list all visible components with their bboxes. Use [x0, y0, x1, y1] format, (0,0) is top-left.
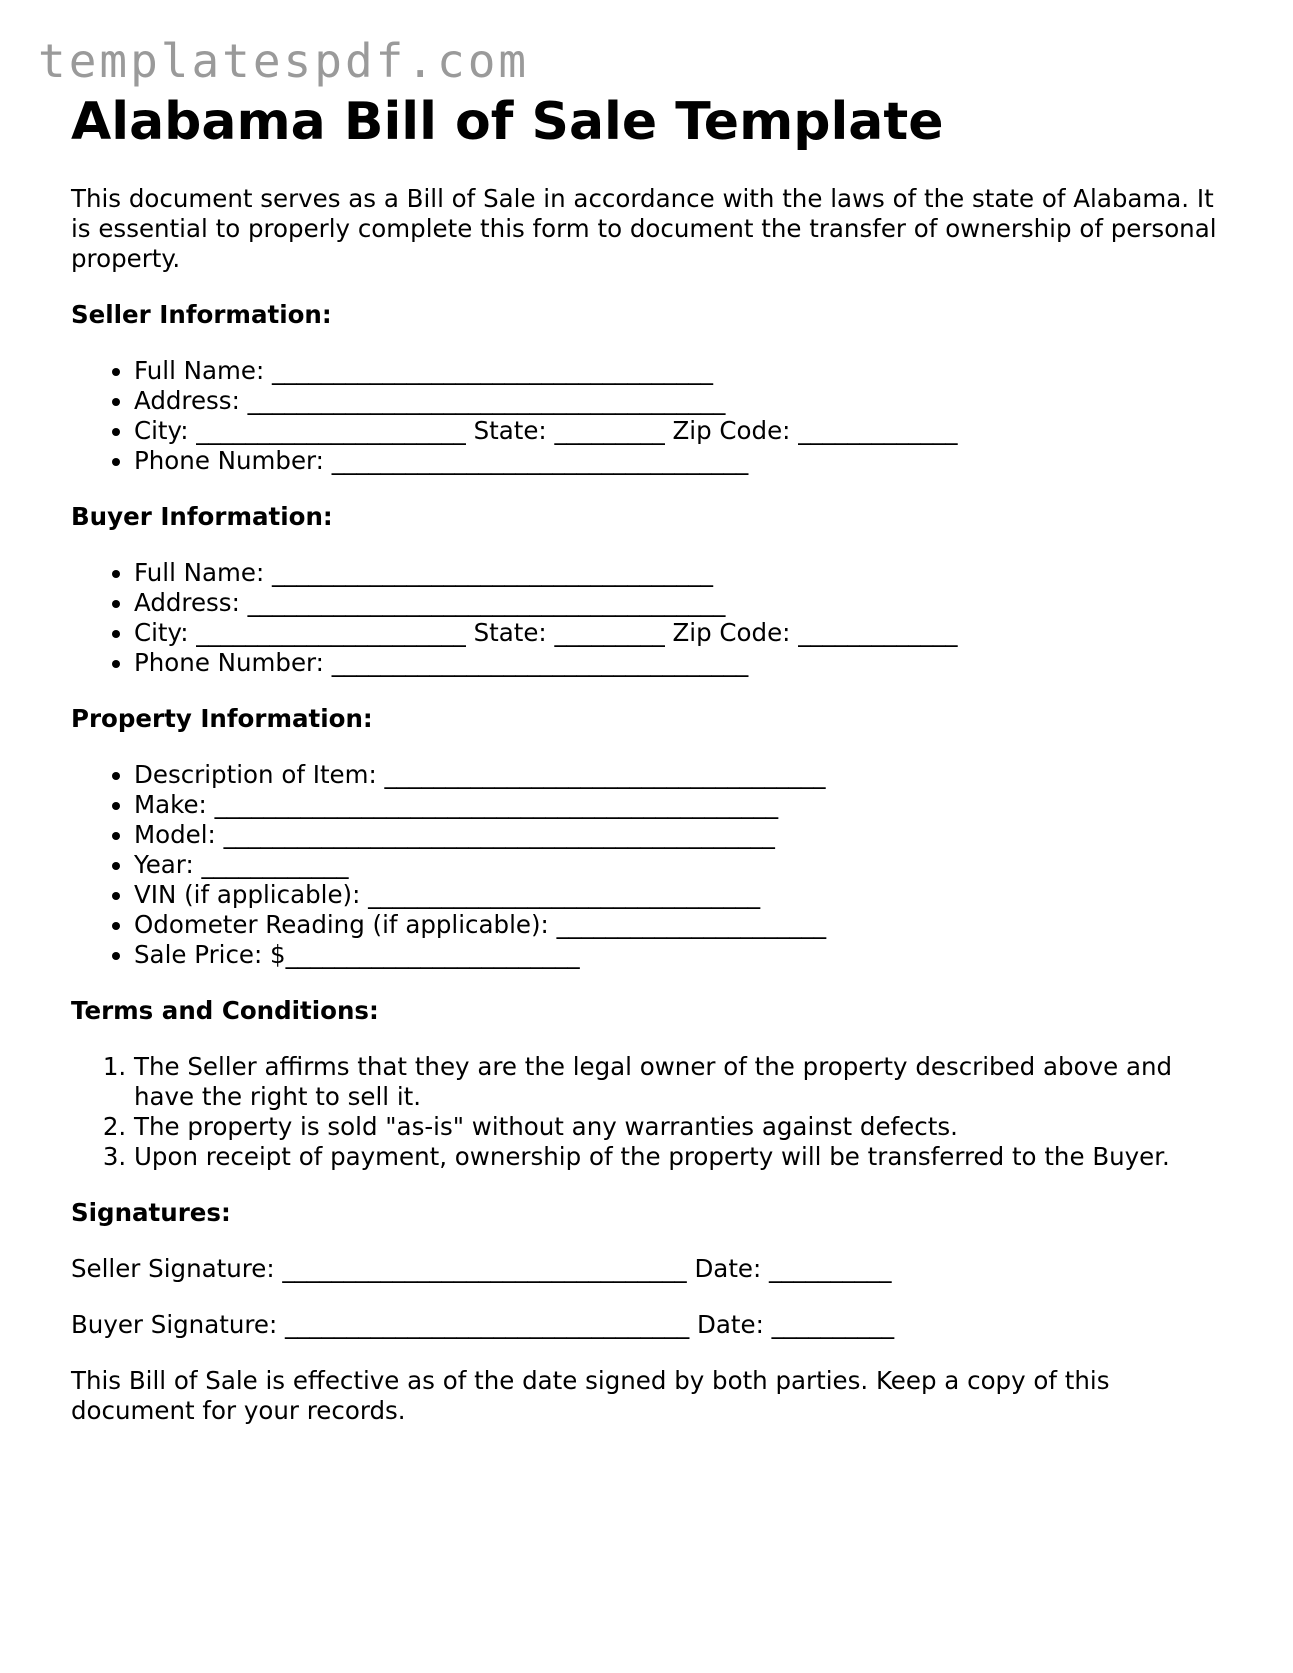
terms-heading: Terms and Conditions: — [71, 996, 379, 1025]
property-list — [71, 760, 1231, 970]
seller-signature-line[interactable]: Seller Signature: _________________________________ Date: __________ — [71, 1254, 892, 1283]
terms-item: 2. The property is sold "as-is" without any warranties against defects. — [134, 1112, 1231, 1142]
property-description-field[interactable]: • Description of Item: ____________________________________ — [134, 760, 1231, 790]
seller-full-name-field[interactable]: • Full Name: ____________________________________ — [134, 356, 1231, 386]
buyer-list — [71, 558, 1231, 678]
property-vin-field[interactable]: • VIN (if applicable): ________________________________ — [134, 880, 1231, 910]
seller-heading: Seller Information: — [71, 300, 332, 329]
page-title: Alabama Bill of Sale Template — [71, 92, 944, 152]
buyer-city-state-zip-field[interactable]: • City: ______________________ State: _________ Zip Code: _____________ — [134, 618, 1231, 648]
signatures-heading: Signatures: — [71, 1198, 231, 1227]
buyer-signature-line[interactable]: Buyer Signature: _________________________________ Date: __________ — [71, 1310, 895, 1339]
seller-list — [71, 356, 1231, 476]
property-make-field[interactable]: • Make: ______________________________________________ — [134, 790, 1231, 820]
buyer-full-name-field[interactable]: • Full Name: ____________________________________ — [134, 558, 1231, 588]
buyer-address-field[interactable]: • Address: _______________________________________ — [134, 588, 1231, 618]
watermark: templatespdf.com — [38, 34, 530, 88]
property-heading: Property Information: — [71, 704, 373, 733]
property-sale-price-field[interactable]: • Sale Price: $________________________ — [134, 940, 1231, 970]
seller-address-field[interactable]: • Address: _______________________________________ — [134, 386, 1231, 416]
property-model-field[interactable]: • Model: _____________________________________________ — [134, 820, 1231, 850]
seller-phone-field[interactable]: • Phone Number: __________________________________ — [134, 446, 1231, 476]
terms-item: 1. The Seller affirms that they are the legal owner of the property described above and have the right to sell it. — [134, 1052, 1231, 1112]
intro-paragraph: This document serves as a Bill of Sale in accordance with the laws of the state of Alabama. It is essential to properly complete this form to document the transfer of ownership of personal property. — [71, 184, 1217, 273]
property-odometer-field[interactable]: • Odometer Reading (if applicable): ______________________ — [134, 910, 1231, 940]
terms-item: 3. Upon receipt of payment, ownership of the property will be transferred to the Buyer. — [134, 1142, 1231, 1172]
terms-list — [71, 1052, 1231, 1172]
buyer-phone-field[interactable]: • Phone Number: __________________________________ — [134, 648, 1231, 678]
document-page — [71, 88, 1231, 1426]
closing-paragraph: This Bill of Sale is effective as of the date signed by both parties. Keep a copy of this document for your records. — [71, 1366, 1110, 1425]
seller-city-state-zip-field[interactable]: • City: ______________________ State: _________ Zip Code: _____________ — [134, 416, 1231, 446]
buyer-heading: Buyer Information: — [71, 502, 333, 531]
property-year-field[interactable]: • Year: ____________ — [134, 850, 1231, 880]
